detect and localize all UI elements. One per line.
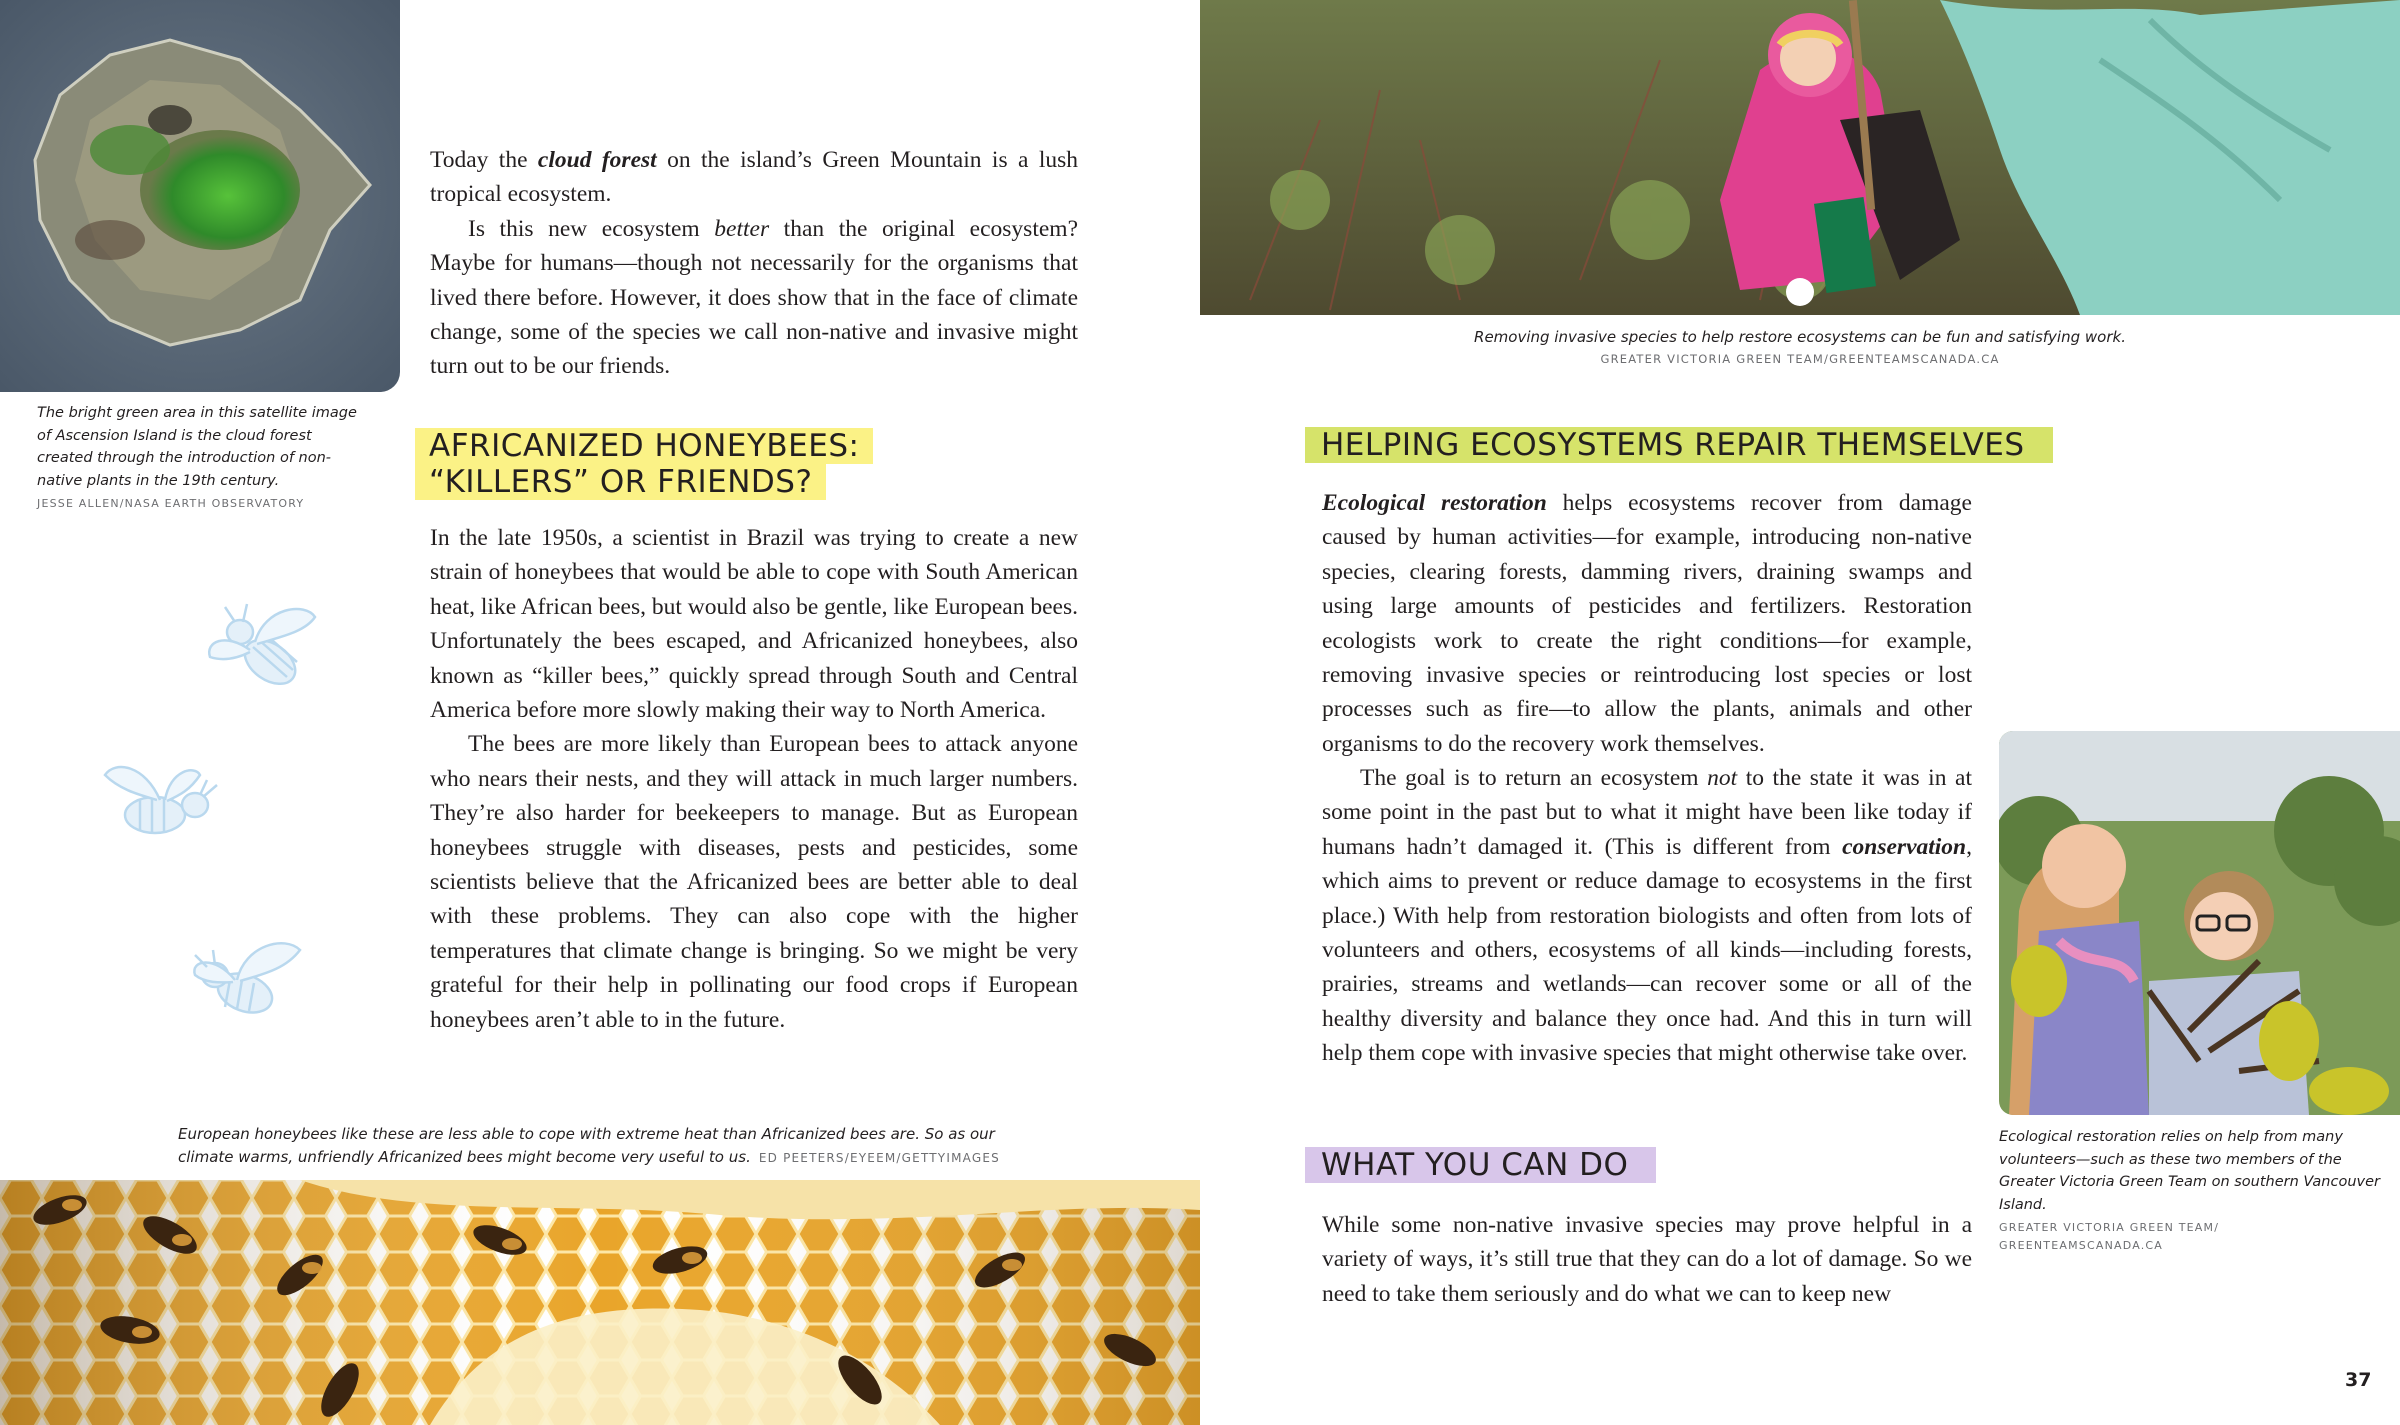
side-photo-credit-2: GREENTEAMSCANADA.CA (1999, 1238, 2164, 1252)
honeycomb-illustration (0, 1180, 1200, 1425)
bee-illustration-2 (85, 755, 235, 865)
todo-paragraph: While some non-native invasive species may prove helpful in a variety of ways, it’s still true that they can do a lot of damage. So we need to take them seriously and do what we can to keep new (1322, 1212, 1972, 1307)
volunteer-photo-side (1999, 731, 2400, 1115)
intro-paragraph-2: Is this new ecosystem better than the original ecosystem? Maybe for humans—though not necessarily for the organisms that lived there before. However, it does show that in the face of climate change, some of the species we call non-native and invasive might turn out to be our friends. (430, 215, 1078, 380)
term-cloud-forest: cloud forest (537, 147, 657, 173)
term-ecological-restoration: Ecological restoration (1322, 490, 1547, 516)
satellite-image (0, 0, 400, 392)
heading-line-2: “KILLERS” OR FRIENDS? (415, 464, 826, 500)
volunteer-photo-illustration (1200, 0, 2400, 315)
honeycomb-photo (0, 1180, 1200, 1425)
volunteer-photo-top (1200, 0, 2400, 315)
bees-paragraph-1: In the late 1950s, a scientist in Brazil was trying to create a new strain of honeybees that would be able to cope with South American heat, like African bees, but would also be gentle, like European bees. Unfortunately the bees escaped, and Africanized honeybees, also known as “killer bees,” quickly spread through South and Central America before more slowly making their way to North America. (430, 525, 1078, 724)
satellite-caption: The bright green area in this satellite image of Ascension Island is the cloud forest created through the introduction of non-native plants in the 19th century. (37, 405, 357, 489)
heading-line-1: AFRICANIZED HONEYBEES: (415, 428, 873, 464)
top-photo-caption-block (1210, 326, 2390, 369)
honeycomb-caption-block (178, 1123, 1028, 1170)
satellite-credit: JESSE ALLEN/NASA EARTH OBSERVATORY (37, 497, 305, 510)
goal-paragraph: The goal is to return an ecosystem not to the state it was in at some point in the past but to what it might have been like today if humans hadn’t damaged it. (This is different from conservation, which aims to prevent or reduce damage to ecosystems in the first place.) With help from restoration biologists and often from lots of volunteers and others, ecosystems of all kinds—including forests, prairies, streams and wetlands—can recover some or all of the healthy diversity and balance they once had. And this in turn will help them cope with invasive species that might otherwise take over. (1322, 765, 1972, 1067)
satellite-caption-block (37, 402, 367, 514)
satellite-island-illustration (0, 0, 400, 392)
intro-text (430, 143, 1078, 384)
restoration-paragraph-1: Ecological restoration helps ecosystems recover from damage caused by human activities—for example, introducing non-native species, clearing forests, damming rivers, draining swamps and using large amounts of pesticides and fertilizers. Restoration ecologists work to create the right conditions—for example, removing invasive species or reintroducing lost species or lost processes such as fire—to allow the plants, animals and other organisms to do the recovery work themselves. (1322, 490, 1972, 757)
bees-paragraph-2: The bees are more likely than European bees to attack anyone who nears their nests, and they will attack in much larger numbers. They’re also harder for beekeepers to manage. But as European honeybees struggle with diseases, pests and pesticides, some scientists believe that the Africanized bees are better able to deal with these problems. They can also cope with the higher temperatures that climate change is bringing. So we might be very grateful for their help in pollinating our food crops if European honeybees aren’t able to in the future. (430, 731, 1078, 1033)
side-photo-caption-block (1999, 1126, 2389, 1255)
heading-helping-ecosystems: HELPING ECOSYSTEMS REPAIR THEMSELVES (1305, 427, 2053, 463)
top-photo-caption: Removing invasive species to help restore ecosystems can be fun and satisfying work. (1474, 328, 2126, 346)
side-photo-caption: Ecological restoration relies on help from many volunteers—such as these two members of the Greater Victoria Green Team on southern Vancouver Island. (1999, 1129, 2380, 1214)
goal-text (1322, 761, 1972, 1071)
honeycomb-caption: European honeybees like these are less able to cope with extreme heat than Africanized bees are. So as our climate warms, unfriendly Africanized bees might become very useful to us. (178, 1125, 995, 1166)
page-number: 37 (2345, 1369, 2372, 1391)
term-conservation: conservation (1842, 833, 1967, 860)
heading-what-you-can-do: WHAT YOU CAN DO (1305, 1147, 1656, 1183)
restoration-text (1322, 486, 1972, 761)
girls-photo-illustration (1999, 731, 2400, 1115)
intro-paragraph-1: Today the cloud forest on the island’s Green Mountain is a lush tropical ecosystem. (430, 147, 1079, 208)
honeycomb-credit: ED PEETERS/EYEEM/GETTYIMAGES (758, 1151, 1000, 1165)
bee-illustration-1 (195, 592, 335, 712)
todo-text (1322, 1208, 1972, 1311)
bee-illustration-3 (175, 925, 315, 1040)
top-photo-credit: GREATER VICTORIA GREEN TEAM/GREENTEAMSCANADA.CA (1600, 351, 2000, 366)
bees-text (430, 521, 1078, 1037)
heading-africanized-honeybees (415, 428, 873, 500)
side-photo-credit-1: GREATER VICTORIA GREEN TEAM/ (1999, 1220, 2220, 1234)
